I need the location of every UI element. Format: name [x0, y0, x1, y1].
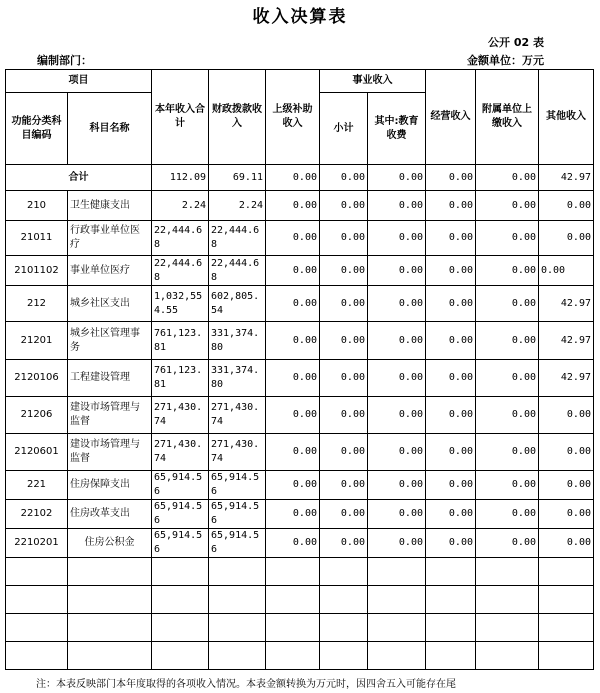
cell-fiscal: 65,914.56	[209, 471, 266, 500]
header-affiliated: 附属单位上缴收入	[476, 70, 539, 165]
total-label: 合计	[6, 165, 152, 191]
cell-code: 21201	[6, 322, 68, 360]
header-func-code: 功能分类科目编码	[6, 93, 68, 165]
cell-total: 1,032,554.55	[152, 286, 209, 322]
cell-name: 住房公积金	[68, 529, 152, 558]
cell-other: 0.00	[539, 221, 594, 256]
cell-code: 2210201	[6, 529, 68, 558]
cell-code: 212	[6, 286, 68, 322]
cell-subtotal: 0.00	[320, 397, 368, 434]
cell-operating: 0.00	[426, 221, 476, 256]
table-row	[6, 397, 594, 434]
cell-affiliated: 0.00	[476, 191, 539, 221]
empty-row	[6, 586, 594, 614]
table-row	[6, 471, 594, 500]
cell-operating: 0.00	[426, 471, 476, 500]
footnote: 注：本表反映部门本年度取得的各项收入情况。本表金额转换为万元时，因四舍五入可能存在尾	[36, 679, 456, 690]
cell-total: 271,430.74	[152, 397, 209, 434]
cell-superior: 0.00	[266, 191, 320, 221]
cell-fiscal: 331,374.80	[209, 360, 266, 397]
table-row	[6, 256, 594, 286]
cell-name: 建设市场管理与监督	[68, 397, 152, 434]
cell-code: 2101102	[6, 256, 68, 286]
cell-total: 22,444.68	[152, 256, 209, 286]
cell-operating: 0.00	[426, 286, 476, 322]
cell-subtotal: 0.00	[320, 165, 368, 191]
empty-row	[6, 614, 594, 642]
cell-superior: 0.00	[266, 165, 320, 191]
cell-other: 42.97	[539, 360, 594, 397]
cell-other: 0.00	[539, 256, 594, 286]
cell-total: 112.09	[152, 165, 209, 191]
cell-subtotal: 0.00	[320, 191, 368, 221]
cell-operating: 0.00	[426, 165, 476, 191]
cell-education: 0.00	[368, 471, 426, 500]
cell-total: 761,123.81	[152, 322, 209, 360]
cell-superior: 0.00	[266, 256, 320, 286]
income-table	[5, 69, 594, 670]
table-row	[6, 529, 594, 558]
cell-name: 卫生健康支出	[68, 191, 152, 221]
cell-education: 0.00	[368, 256, 426, 286]
cell-name: 事业单位医疗	[68, 256, 152, 286]
cell-subtotal: 0.00	[320, 500, 368, 529]
header-business: 事业收入	[320, 70, 426, 93]
cell-name: 城乡社区管理事务	[68, 322, 152, 360]
header-other: 其他收入	[539, 70, 594, 165]
cell-affiliated: 0.00	[476, 221, 539, 256]
cell-fiscal: 22,444.68	[209, 256, 266, 286]
cell-subtotal: 0.00	[320, 256, 368, 286]
cell-operating: 0.00	[426, 322, 476, 360]
cell-fiscal: 331,374.80	[209, 322, 266, 360]
cell-subtotal: 0.00	[320, 322, 368, 360]
header-total: 本年收入合计	[152, 70, 209, 165]
cell-fiscal: 271,430.74	[209, 434, 266, 471]
cell-fiscal: 65,914.56	[209, 500, 266, 529]
cell-subtotal: 0.00	[320, 221, 368, 256]
cell-subtotal: 0.00	[320, 471, 368, 500]
form-number: 公开 02 表	[488, 36, 544, 49]
cell-total: 65,914.56	[152, 471, 209, 500]
cell-affiliated: 0.00	[476, 165, 539, 191]
cell-subtotal: 0.00	[320, 529, 368, 558]
cell-fiscal: 271,430.74	[209, 397, 266, 434]
cell-total: 2.24	[152, 191, 209, 221]
header-subject-name: 科目名称	[68, 93, 152, 165]
cell-fiscal: 69.11	[209, 165, 266, 191]
cell-operating: 0.00	[426, 529, 476, 558]
cell-superior: 0.00	[266, 529, 320, 558]
cell-name: 建设市场管理与监督	[68, 434, 152, 471]
page-title: 收入决算表	[252, 7, 348, 27]
department-label: 编制部门：	[37, 54, 92, 67]
cell-name: 工程建设管理	[68, 360, 152, 397]
cell-superior: 0.00	[266, 221, 320, 256]
cell-affiliated: 0.00	[476, 500, 539, 529]
cell-operating: 0.00	[426, 500, 476, 529]
cell-other: 0.00	[539, 397, 594, 434]
cell-education: 0.00	[368, 360, 426, 397]
cell-total: 271,430.74	[152, 434, 209, 471]
table-row	[6, 360, 594, 397]
cell-affiliated: 0.00	[476, 322, 539, 360]
cell-other: 0.00	[539, 434, 594, 471]
cell-operating: 0.00	[426, 434, 476, 471]
cell-total: 761,123.81	[152, 360, 209, 397]
table-row	[6, 322, 594, 360]
cell-affiliated: 0.00	[476, 434, 539, 471]
cell-total: 65,914.56	[152, 500, 209, 529]
cell-code: 221	[6, 471, 68, 500]
cell-education: 0.00	[368, 529, 426, 558]
cell-education: 0.00	[368, 191, 426, 221]
cell-total: 65,914.56	[152, 529, 209, 558]
cell-other: 42.97	[539, 322, 594, 360]
cell-superior: 0.00	[266, 471, 320, 500]
cell-affiliated: 0.00	[476, 397, 539, 434]
cell-operating: 0.00	[426, 397, 476, 434]
cell-name: 行政事业单位医疗	[68, 221, 152, 256]
table-row	[6, 500, 594, 529]
cell-education: 0.00	[368, 286, 426, 322]
cell-operating: 0.00	[426, 256, 476, 286]
cell-code: 2120601	[6, 434, 68, 471]
cell-other: 0.00	[539, 529, 594, 558]
cell-affiliated: 0.00	[476, 471, 539, 500]
cell-other: 42.97	[539, 165, 594, 191]
cell-operating: 0.00	[426, 360, 476, 397]
cell-fiscal: 602,805.54	[209, 286, 266, 322]
cell-name: 住房保障支出	[68, 471, 152, 500]
empty-row	[6, 642, 594, 670]
cell-total: 22,444.68	[152, 221, 209, 256]
cell-operating: 0.00	[426, 191, 476, 221]
cell-fiscal: 65,914.56	[209, 529, 266, 558]
cell-code: 22102	[6, 500, 68, 529]
cell-subtotal: 0.00	[320, 286, 368, 322]
cell-name: 城乡社区支出	[68, 286, 152, 322]
cell-affiliated: 0.00	[476, 286, 539, 322]
table-row	[6, 434, 594, 471]
cell-subtotal: 0.00	[320, 360, 368, 397]
cell-education: 0.00	[368, 434, 426, 471]
table-row	[6, 191, 594, 221]
cell-affiliated: 0.00	[476, 256, 539, 286]
cell-superior: 0.00	[266, 360, 320, 397]
cell-superior: 0.00	[266, 286, 320, 322]
cell-superior: 0.00	[266, 322, 320, 360]
header-fiscal: 财政拨款收入	[209, 70, 266, 165]
cell-fiscal: 22,444.68	[209, 221, 266, 256]
cell-name: 住房改革支出	[68, 500, 152, 529]
cell-education: 0.00	[368, 500, 426, 529]
cell-code: 21206	[6, 397, 68, 434]
empty-row	[6, 558, 594, 586]
header-subtotal: 小计	[320, 93, 368, 165]
cell-education: 0.00	[368, 165, 426, 191]
header-education: 其中:教育收费	[368, 93, 426, 165]
cell-superior: 0.00	[266, 500, 320, 529]
cell-other: 0.00	[539, 471, 594, 500]
table-row	[6, 221, 594, 256]
cell-subtotal: 0.00	[320, 434, 368, 471]
cell-education: 0.00	[368, 221, 426, 256]
cell-code: 2120106	[6, 360, 68, 397]
total-row	[6, 165, 594, 191]
cell-other: 0.00	[539, 191, 594, 221]
cell-affiliated: 0.00	[476, 529, 539, 558]
cell-code: 210	[6, 191, 68, 221]
cell-other: 42.97	[539, 286, 594, 322]
header-operating: 经营收入	[426, 70, 476, 165]
table-row	[6, 286, 594, 322]
cell-other: 0.00	[539, 500, 594, 529]
cell-superior: 0.00	[266, 434, 320, 471]
unit-label: 金额单位：万元	[467, 54, 544, 67]
cell-education: 0.00	[368, 397, 426, 434]
cell-affiliated: 0.00	[476, 360, 539, 397]
cell-code: 21011	[6, 221, 68, 256]
header-superior: 上级补助收入	[266, 70, 320, 165]
header-item: 项目	[6, 70, 152, 93]
cell-superior: 0.00	[266, 397, 320, 434]
cell-fiscal: 2.24	[209, 191, 266, 221]
cell-education: 0.00	[368, 322, 426, 360]
